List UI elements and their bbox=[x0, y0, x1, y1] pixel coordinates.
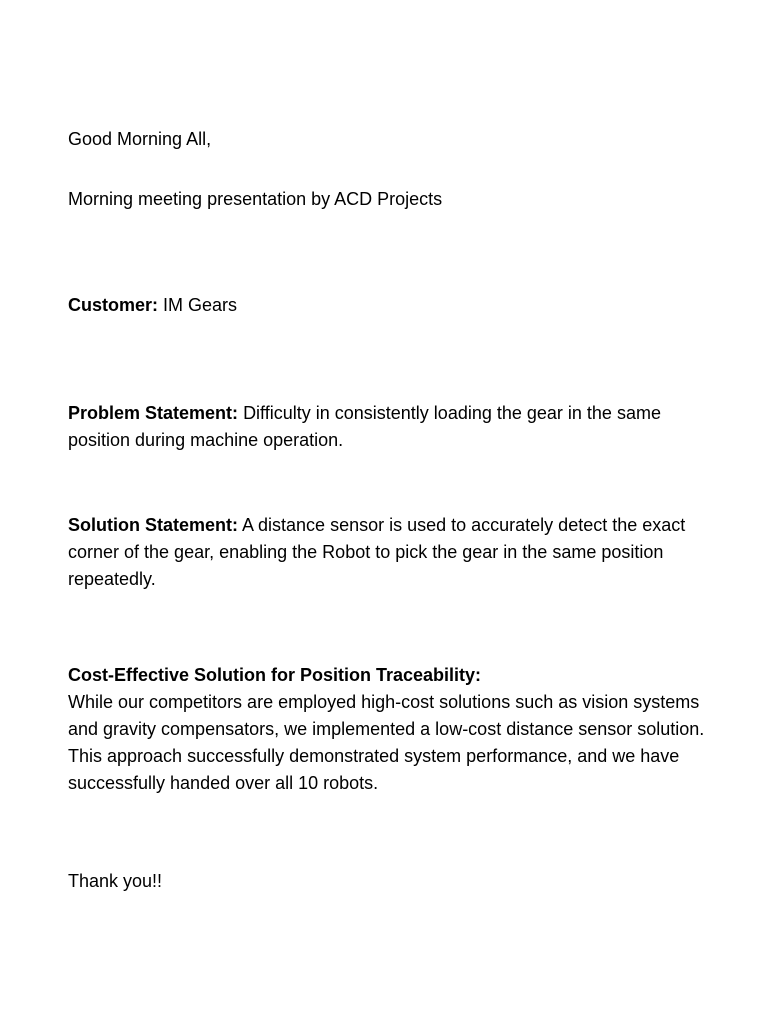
problem-paragraph bbox=[68, 400, 708, 454]
intro-line: Morning meeting presentation by ACD Projects bbox=[68, 189, 443, 209]
customer-paragraph bbox=[68, 292, 708, 319]
cost-heading: Cost-Effective Solution for Position Traceability: bbox=[68, 665, 482, 685]
cost-paragraph bbox=[68, 662, 708, 797]
greeting: Good Morning All, bbox=[68, 129, 212, 149]
customer-value: IM Gears bbox=[163, 295, 238, 315]
solution-label: Solution Statement: bbox=[68, 515, 238, 535]
problem-label: Problem Statement: bbox=[68, 403, 239, 423]
solution-paragraph bbox=[68, 512, 708, 593]
problem-text: Difficulty in consistently loading the gear in the same position during machine operation. bbox=[68, 403, 661, 450]
closing-line: Thank you!! bbox=[68, 871, 163, 891]
cost-text: While our competitors are employed high-cost solutions such as vision systems and gravity compensators, we implemented a low-cost distance sensor solution. This approach successfully demonstrated system performance, and we have successfully handed over all 10 robots. bbox=[68, 692, 705, 793]
solution-text: A distance sensor is used to accurately detect the exact corner of the gear, enabling the Robot to pick the gear in the same position repeatedly. bbox=[68, 515, 686, 589]
customer-label: Customer: bbox=[68, 295, 159, 315]
